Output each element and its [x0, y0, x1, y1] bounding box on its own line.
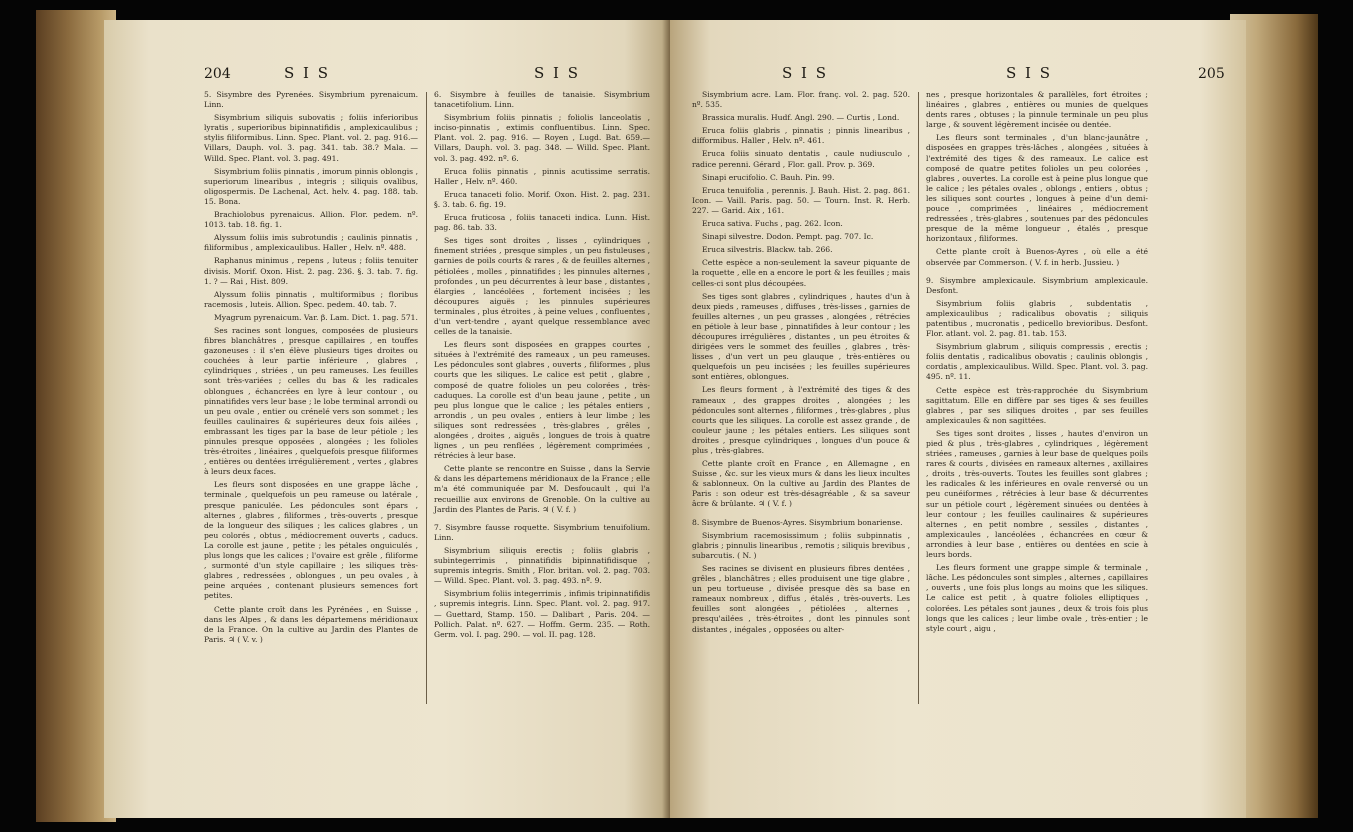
synonym: Eruca foliis sinuato dentatis , caule nudiusculo , radice perenni. Gérard , Flor. gall. Prov. p. 369. — [692, 149, 910, 169]
synonym: Sisymbrium racemosissimum ; foliis subpinnatis , glabris ; pinnulis linearibus , remotis ; siliquis brevibus , subarcutis. ( N. ) — [692, 530, 910, 560]
synonym: Myagrum pyrenaicum. Var. β. Lam. Dict. 1. pag. 571. — [214, 312, 418, 322]
description-paragraph: Les fleurs sont disposées en une grappe lâche , terminale , quelquefois un peu rameuse ou latérale , presque paniculée. Les pédoncules sont épars , alternes , glabres , filiformes , très-ouverts , presque de la longueur des siliques ; les calices glabres , un peu colorés , obtus , médiocrement ouverts , caducs. La corolle est jaune , petite ; les pétales onguiculés , plus longs que les calices ; l'ovaire est grêle , filiforme , surmonté d'un style capillaire ; les siliques très-glabres , redressées , oblongues , un peu ovales , à peine arquées , contenant plusieurs semences fort petites. — [204, 480, 418, 601]
synonym: Sinapi erucifolio. C. Bauh. Pin. 99. — [702, 172, 835, 182]
description-paragraph: Cette plante croît en France , en Allemagne , en Suisse , &c. sur les vieux murs & dans les lieux incultes & sablonneux. On la cultive au Jardin des Plantes de Paris : son odeur est très-désagréable , & sa saveur âcre & brûlante. ♃ ( V. f. ) — [692, 459, 910, 509]
description-paragraph: Ses tiges sont droites , lisses , cylindriques , finement striées , presque simples , un peu fistuleuses , garnies de poils courts & rares , & de feuilles alternes , pétiolées , molles , pinnatifides ; les pinnules alternes , profondes , un peu décurrentes à leur base , distantes , élargies , lancéolées , fortement incisées ; les découpures aiguës ; les pinnules supérieures terminales , plus étroites , à peine velues , confluentes , d'un vert-tendre , ayant quelque ressemblance avec celles de la tanaisie. — [434, 236, 650, 337]
synonym: Sisymbrium glabrum , siliquis compressis , erectis ; foliis dentatis , radicalibus obovatis ; caulinis oblongis , cordatis , amplexicaulibus. Willd. Spec. Plant. vol. 3. pag. 495. nº. 11. — [926, 342, 1148, 382]
description-paragraph: Cette plante se rencontre en Suisse , dans la Servie & dans les départemens méridionaux de la France ; elle m'a été communiquée par M. Desfoucault , qui l'a recueillie aux environs de Grenoble. On la cultive au Jardin des Plantes de Paris. ♃ ( V. f. ) — [434, 464, 650, 514]
entry-heading: 5. Sisymbre des Pyrenées. Sisymbrium pyrenaicum. Linn. — [204, 90, 418, 110]
description-paragraph: nes , presque horizontales & parallèles, fort étroites ; linéaires , glabres , entières ou munies de quelques dents rares , obtuses ; la pinnule terminale un peu plus large , & souvent légèrement incisée ou dentée. — [926, 90, 1148, 130]
synonym: Eruca silvestris. Blackw. tab. 266. — [702, 245, 833, 255]
synonym: Eruca tanaceti folio. Morif. Oxon. Hist. 2. pag. 231. §. 3. tab. 6. fig. 19. — [434, 189, 650, 209]
description-paragraph: Cette plante croît à Buenos-Ayres , où elle a été observée par Commerson. ( V. f. in herb. Jussieu. ) — [926, 247, 1148, 267]
synonym: Sisymbrium foliis pinnatis ; foliolis lanceolatis , inciso-pinnatis , extimis confluentibus. Linn. Spec. Plant. vol. 2. pag. 916. — Royen , Lugd. Bat. 659.—Villars, Dauph. vol. 3. pag. 348. — Willd. Spec. Plant. vol. 3. pag. 492. nº. 6. — [434, 113, 650, 163]
column-rule — [918, 92, 919, 704]
description-paragraph: Les fleurs forment une grappe simple & terminale , lâche. Les pédoncules sont simples , alternes , capillaires , ouverts , une fois plus longs au moins que les siliques. Le calice est petit , à quatre folioles elliptiques , colorées. Les pétales sont jaunes , deux & trois fois plus longs que les calices ; leur limbe ovale , très-entier ; le style court , aigu , — [926, 563, 1148, 633]
synonym: Sisymbrium foliis pinnatis , imorum pinnis oblongis , superiorum linearibus , integris ; siliquis ovalibus, oligospermis. De Lachenal, Act. helv. 4. pag. 188. tab. 15. Bona. — [204, 166, 418, 206]
synonym: Sisymbrium siliquis erectis ; foliis glabris , subintegerrimis , pinnatifidis bipinnatifidisque , supremis integris. Smith , Flor. britan. vol. 2. pag. 703. — Willd. Spec. Plant. vol. 3. pag. 493. nº. 9. — [434, 545, 650, 586]
left-page-number: 204 — [204, 66, 231, 82]
synonym: Eruca fruticosa , foliis tanaceti indica. Lunn. Hist. pag. 86. tab. 33. — [434, 213, 650, 233]
right-column-2 — [926, 90, 1148, 637]
synonym: Alyssum foliis pinnatis , multiformibus ; floribus racemosis , luteis. Allion. Spec. pedem. 40. tab. 7. — [204, 289, 418, 309]
entry-heading: 8. Sisymbre de Buenos-Ayres. Sisymbrium bonariense. — [692, 517, 903, 527]
synonym: Eruca tenuifolia , perennis. J. Bauh. Hist. 2. pag. 861. Icon. — Vaill. Paris. pag. 50. — Tourn. Inst. R. Herb. 227. — Garid. Aix , 161. — [692, 185, 910, 215]
description-paragraph: Ses racines se divisent en plusieurs fibres dentées , grêles , blanchâtres ; elles produisent une tige glabre , un peu tortueuse , divisée presque dès sa base en rameaux nombreux , diffus , étalés , très-ouverts. Les feuilles sont alongées , pétiolées , alternes , presqu'ailées , très-étroites , dont les pinnules sont distantes , inégales , opposées ou alter- — [692, 563, 910, 634]
synonym: Eruca sativa. Fuchs , pag. 262. Icon. — [702, 219, 843, 229]
entry-heading: 7. Sisymbre fausse roquette. Sisymbrium tenuifolium. Linn. — [434, 522, 650, 542]
synonym: Sisymbrium siliquis subovatis ; foliis inferioribus lyratis , superioribus bipinnatifidis , amplexicaulibus ; stylis filiformibus. Linn. Spec. Plant. vol. 2. pag. 916.—Villars, Dauph. vol. 3. pag. 341. tab. 38.? Mala. — Willd. Spec. Plant. vol. 3. pag. 491. — [204, 113, 418, 163]
synonym: Raphanus minimus , repens , luteus ; foliis tenuiter divisis. Morif. Oxon. Hist. 2. pag. 236. §. 3. tab. 7. fig. 1. ? — Rai , Hist. 809. — [204, 256, 418, 286]
description-paragraph: Les fleurs sont disposées en grappes courtes , situées à l'extrémité des rameaux , un peu rameuses. Les pédoncules sont glabres , ouverts , filiformes , plus courts que les siliques. Le calice est petit , glabre , composé de quatre folioles un peu colorées , très-caduques. La corolle est d'un beau jaune , petite , un peu plus longue que le calice ; les pétales entiers , arrondis , un peu ovales , entiers à leur limbe ; les siliques sont redressées , très-glabres , grêles , alongées , droites , aiguës , longues de trois à quatre lignes , un peu renflées , légèrement comprimées , rétrécies à leur base. — [434, 340, 650, 461]
right-running-head-2: S I S — [1006, 64, 1053, 82]
description-paragraph: Les fleurs forment , à l'extrémité des tiges & des rameaux , des grappes droites , alongées ; les pédoncules sont alternes , filiformes , très-glabres , plus courts que les siliques. La corolle est assez grande , de couleur jaune ; les pétales entiers. Les siliques sont droites , presque cylindriques , longues d'un pouce & plus , très-glabres. — [692, 385, 910, 455]
left-running-head-2: S I S — [534, 64, 581, 82]
left-column-1 — [204, 90, 418, 648]
synonym: Brachiolobus pyrenaicus. Allion. Flor. pedem. nº. 1013. tab. 18. fig. 1. — [204, 210, 418, 230]
synonym: Alyssum foliis imis subrotundis ; caulinis pinnatis , filiformibus , amplexicaulibus. Haller , Helv. nº. 488. — [204, 233, 418, 253]
synonym: Sinapi silvestre. Dodon. Pempt. pag. 707. Ic. — [702, 232, 874, 242]
synonym: Eruca foliis glabris , pinnatis ; pinnis linearibus , difformibus. Haller , Helv. nº. 461. — [692, 126, 910, 146]
description-paragraph: Les fleurs sont terminales , d'un blanc-jaunâtre , disposées en grappes très-lâches , alongées , situées à l'extrémité des tiges & des rameaux. Le calice est composé de quatre petites folioles un peu colorées , glabres , ouvertes. La corolle est à peine plus longue que le calice ; les pétales ovales , oblongs , entiers , obtus ; les siliques sont courtes , longues à peine d'un demi-pouce , comprimées , linéaires , médiocrement redressées , très-glabres , soutenues par des pédoncules presque de la même longueur , étalés , presque horizontaux , filiformes. — [926, 133, 1148, 244]
right-page — [670, 20, 1246, 818]
entry-heading: 9. Sisymbre amplexicaule. Sisymbrium amplexicaule. Desfont. — [926, 275, 1148, 295]
synonym: Brassica muralis. Hudf. Angl. 290. — Curtis , Lond. — [702, 113, 900, 123]
column-rule — [426, 92, 427, 704]
left-running-head: S I S — [284, 64, 331, 82]
right-page-number: 205 — [1198, 66, 1225, 82]
left-page — [104, 20, 670, 818]
description-paragraph: Ses tiges sont glabres , cylindriques , hautes d'un à deux pieds , rameuses , diffuses , très-lisses , garnies de feuilles alternes , un peu grasses , alongées , rétrécies en pétiole à leur base , pinnatifides à leur contour ; les découpures irrégulières , distantes , un peu étroites & dirigées vers le sommet des feuilles , glabres , très-lisses , d'un vert un peu glauque , très-entières ou quelquefois un peu incisées ; les feuilles supérieures sont entières, oblongues. — [692, 291, 910, 382]
description-paragraph: Ses racines sont longues, composées de plusieurs fibres blanchâtres , presque capillaires , en touffes gazoneuses : il s'en élève plusieurs tiges droites ou couchées à leur partie inférieure , glabres , cylindriques , striées , un peu rameuses. Les feuilles sont très-variées ; celles du bas & les radicales oblongues , échancrées en lyre à leur contour , ou pinnatifides vers leur base ; le lobe terminal arrondi ou un peu ovale , entier ou crénelé vers son sommet ; les feuilles caulinaires & supérieures deux fois ailées , embrassant les tiges par la base de leur pétiole ; les pinnules presque opposées , alongées ; les folioles très-étroites , linéaires , quelquefois presque filiformes , entières ou dentées irrégulièrement , vertes , glabres à leurs deux faces. — [204, 325, 418, 477]
synonym: Sisymbrium foliis glabris , subdentatis , amplexicaulibus ; radicalibus obovatis ; siliquis patentibus , mucronatis , pedicello brevioribus. Desfont. Flor. atlant. vol. 2. pag. 81. tab. 153. — [926, 298, 1148, 339]
left-column-2 — [434, 90, 650, 643]
description-paragraph: Cette plante croît dans les Pyrénées , en Suisse , dans les Alpes , & dans les départemens méridionaux de la France. On la cultive au Jardin des Plantes de Paris. ♃ ( V. v. ) — [204, 604, 418, 644]
synonym: Eruca foliis pinnatis , pinnis acutissime serratis. Haller , Helv. nº. 460. — [434, 166, 650, 186]
description-paragraph: Cette espèce est très-rapprochée du Sisymbrium sagittatum. Elle en diffère par ses tiges & ses feuilles glabres , par ses siliques droites , par ses feuilles amplexicaules & non sagittées. — [926, 385, 1148, 425]
description-paragraph: Cette espèce a non-seulement la saveur piquante de la roquette , elle en a encore le port & les feuilles ; mais celles-ci sont plus découpées. — [692, 258, 910, 288]
entry-heading: 6. Sisymbre à feuilles de tanaisie. Sisymbrium tanacetifolium. Linn. — [434, 90, 650, 110]
right-column-1 — [692, 90, 910, 638]
synonym: Sisymbrium foliis integerrimis , infimis tripinnatifidis , supremis integris. Linn. Spec. Plant. vol. 2. pag. 917. — Guettard, Stamp. 150. — Dalibart , Paris. 204. — Pollich. Palat. nº. 627. — Hoffm. Germ. 235. — Roth. Germ. vol. I. pag. 290. — vol. II. pag. 128. — [434, 589, 650, 639]
synonym: Sisymbrium acre. Lam. Flor. franç. vol. 2. pag. 520. nº. 535. — [692, 90, 910, 110]
description-paragraph: Ses tiges sont droites , lisses , hautes d'environ un pied & plus , très-glabres , cylindriques , légèrement striées , rameuses , garnies à leur base de quelques poils rares & courts , divisées en rameaux alternes , axillaires , droits , très-ouverts. Toutes les feuilles sont glabres ; les radicales & les inférieures en ovale renversé ou un peu cunéiformes , rétrécies à leur base & décurrentes sur un pétiole court , légèrement sinuées ou dentées à leur contour ; les feuilles caulinaires & supérieures alternes , en petit nombre , sessiles , distantes , amplexicaules , lancéolées , échancrées en cœur & arrondies à leur base , entières ou dentées en scie à leurs bords. — [926, 428, 1148, 560]
right-running-head: S I S — [782, 64, 829, 82]
